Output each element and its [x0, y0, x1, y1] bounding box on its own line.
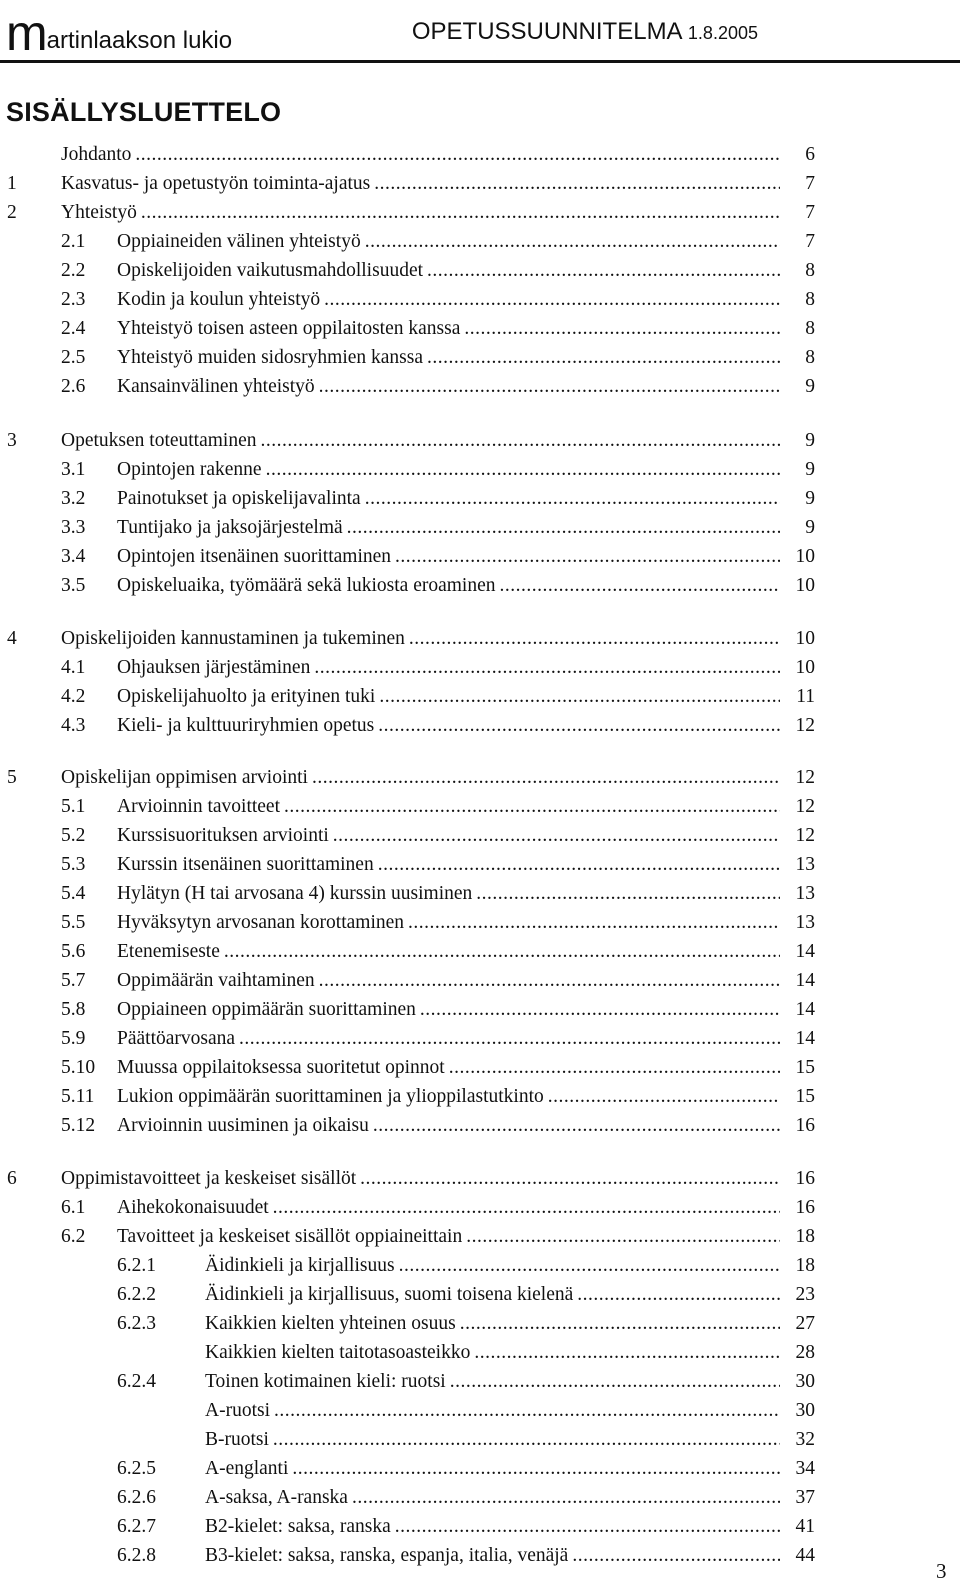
toc-entry-title: Kaikkien kielten taitotasoasteikko	[205, 1342, 471, 1363]
toc-entry	[0, 1055, 960, 1081]
toc-dot-leader	[572, 1543, 780, 1569]
toc-entry-leader	[205, 1456, 782, 1482]
toc-entry-number: 4.1	[61, 657, 86, 678]
toc-entry-number: 6.2.8	[117, 1545, 156, 1566]
toc-entry	[0, 1514, 960, 1540]
toc-dot-leader	[460, 1311, 780, 1337]
toc-entry-title: Oppimistavoitteet ja keskeiset sisällöt	[61, 1168, 357, 1189]
toc-entry	[0, 1485, 960, 1511]
toc-entry	[0, 544, 960, 570]
toc-entry-title: Kansainvälinen yhteistyö	[117, 376, 315, 397]
toc-entry-title: Kodin ja koulun yhteistyö	[117, 289, 321, 310]
toc-entry-leader	[61, 142, 782, 168]
toc-entry-title: B3-kielet: saksa, ranska, espanja, italia, venäjä	[205, 1545, 569, 1566]
toc-entry-title: Hyväksytyn arvosanan korottaminen	[117, 912, 405, 933]
toc-entry-leader	[205, 1427, 782, 1453]
toc-entry-leader	[61, 171, 782, 197]
toc-entry-leader	[61, 200, 782, 226]
toc-dot-leader	[360, 1166, 780, 1192]
toc-entry-page: 14	[795, 1028, 815, 1049]
toc-entry-leader	[205, 1369, 782, 1395]
toc-entry-leader	[205, 1398, 782, 1424]
toc-entry-page: 9	[805, 517, 815, 538]
toc-dot-leader	[347, 515, 780, 541]
toc-dot-leader	[378, 713, 780, 739]
toc-entry-page: 14	[795, 941, 815, 962]
toc-entry	[0, 852, 960, 878]
toc-entry-title: Kaikkien kielten yhteinen osuus	[205, 1313, 456, 1334]
toc-entry	[0, 287, 960, 313]
toc-dot-leader	[466, 1224, 780, 1250]
toc-entry-page: 6	[805, 144, 815, 165]
toc-entry	[0, 457, 960, 483]
toc-entry	[0, 794, 960, 820]
toc-entry-title: Opiskelijahuolto ja erityinen tuki	[117, 686, 376, 707]
toc-entry-leader	[117, 881, 782, 907]
toc-entry-leader	[61, 1166, 782, 1192]
toc-entry-title: Kieli- ja kulttuuriryhmien opetus	[117, 715, 375, 736]
toc-entry-leader	[117, 655, 782, 681]
toc-dot-leader	[378, 852, 780, 878]
toc-entry-page: 16	[795, 1197, 815, 1218]
toc-entry-number: 6.2.1	[117, 1255, 156, 1276]
toc-entry-title: Oppiaineiden välinen yhteistyö	[117, 231, 361, 252]
toc-entry	[0, 823, 960, 849]
toc-entry-leader	[117, 713, 782, 739]
toc-entry-title: Ohjauksen järjestäminen	[117, 657, 311, 678]
toc-entry-number: 6.2.4	[117, 1371, 156, 1392]
toc-entry-page: 41	[795, 1516, 815, 1537]
toc-entry-number: 2.4	[61, 318, 86, 339]
toc-entry-number: 2.2	[61, 260, 86, 281]
toc-entry-page: 32	[795, 1429, 815, 1450]
toc-entry-page: 28	[795, 1342, 815, 1363]
toc-entry-leader	[117, 852, 782, 878]
toc-entry-number: 6.2.3	[117, 1313, 156, 1334]
page-number: 3	[936, 1559, 947, 1583]
toc-entry-leader	[205, 1543, 782, 1569]
toc-dot-leader	[450, 1369, 780, 1395]
toc-entry-leader	[205, 1340, 782, 1366]
toc-dot-leader	[266, 457, 780, 483]
toc-dot-leader	[365, 486, 780, 512]
toc-entry-page: 16	[795, 1168, 815, 1189]
toc-entry-number: 2.6	[61, 376, 86, 397]
toc-entry-page: 13	[795, 883, 815, 904]
toc-dot-leader	[333, 823, 780, 849]
toc-entry-leader	[205, 1282, 782, 1308]
toc-entry-number: 3.2	[61, 488, 86, 509]
toc-entry-title: Kasvatus- ja opetustyön toiminta-ajatus	[61, 173, 371, 194]
toc-dot-leader	[135, 142, 780, 168]
toc-entry-title: Johdanto	[61, 144, 132, 165]
toc-entry	[0, 655, 960, 681]
toc-entry-page: 30	[795, 1400, 815, 1421]
toc-entry-leader	[205, 1485, 782, 1511]
toc-entry-page: 12	[795, 715, 815, 736]
toc-entry-number: 5.2	[61, 825, 86, 846]
school-name-initial: m	[6, 5, 47, 61]
toc-dot-leader	[395, 1514, 780, 1540]
toc-entry-title: A-saksa, A-ranska	[205, 1487, 348, 1508]
toc-entry	[0, 573, 960, 599]
toc-entry-page: 12	[795, 796, 815, 817]
toc-dot-leader	[314, 655, 780, 681]
toc-entry-page: 14	[795, 999, 815, 1020]
toc-entry-page: 9	[805, 430, 815, 451]
toc-entry-number: 5.4	[61, 883, 86, 904]
toc-entry-page: 27	[795, 1313, 815, 1334]
toc-title: SISÄLLYSLUETTELO	[6, 97, 282, 127]
toc-dot-leader	[261, 428, 781, 454]
toc-entry	[0, 486, 960, 512]
toc-entry	[0, 1166, 960, 1192]
toc-entry-title: Opintojen itsenäinen suorittaminen	[117, 546, 392, 567]
toc-entry	[0, 626, 960, 652]
toc-dot-leader	[399, 1253, 780, 1279]
toc-entry	[0, 1195, 960, 1221]
school-name-rest: artinlaakson lukio	[46, 27, 233, 54]
toc-entry-page: 12	[795, 767, 815, 788]
toc-entry-leader	[117, 374, 782, 400]
toc-entry-number: 5.8	[61, 999, 86, 1020]
toc-entry-leader	[117, 1113, 782, 1139]
toc-entry-page: 30	[795, 1371, 815, 1392]
toc-entry-title: Arvioinnin uusiminen ja oikaisu	[117, 1115, 369, 1136]
toc-entry-leader	[61, 428, 782, 454]
toc-entry-number: 3.1	[61, 459, 86, 480]
toc-entry-title: Etenemiseste	[117, 941, 220, 962]
toc-dot-leader	[273, 1195, 780, 1221]
toc-entry-leader	[117, 1195, 782, 1221]
toc-entry-number: 5.1	[61, 796, 86, 817]
toc-entry	[0, 1311, 960, 1337]
toc-entry-leader	[117, 457, 782, 483]
toc-entry-page: 8	[805, 318, 815, 339]
toc-entry	[0, 1543, 960, 1569]
toc-entry-leader	[117, 1084, 782, 1110]
toc-entry-number: 6.2.7	[117, 1516, 156, 1537]
toc-entry-number: 3.5	[61, 575, 86, 596]
toc-dot-leader	[427, 345, 780, 371]
toc-entry-page: 18	[795, 1255, 815, 1276]
toc-entry	[0, 1340, 960, 1366]
toc-entry-title: Painotukset ja opiskelijavalinta	[117, 488, 361, 509]
toc-entry-leader	[117, 1055, 782, 1081]
toc-entry	[0, 765, 960, 791]
toc-entry	[0, 684, 960, 710]
toc-entry	[0, 1456, 960, 1482]
toc-entry-leader	[205, 1253, 782, 1279]
toc-entry-page: 8	[805, 289, 815, 310]
toc-entry-page: 14	[795, 970, 815, 991]
toc-entry-title: Arvioinnin tavoitteet	[117, 796, 281, 817]
toc-entry-title: B2-kielet: saksa, ranska	[205, 1516, 391, 1537]
toc-entry-number: 5.10	[61, 1057, 96, 1078]
toc-entry-number: 6.2	[61, 1226, 86, 1247]
toc-entry-page: 15	[795, 1086, 815, 1107]
toc-entry-title: Toinen kotimainen kieli: ruotsi	[205, 1371, 446, 1392]
toc-dot-leader	[374, 171, 780, 197]
toc-entry-page: 10	[795, 575, 815, 596]
toc-dot-leader	[224, 939, 780, 965]
toc-entry	[0, 1369, 960, 1395]
toc-entry	[0, 713, 960, 739]
toc-entry-title: Muussa oppilaitoksessa suoritetut opinnot	[117, 1057, 445, 1078]
toc-entry-title: Tuntijako ja jaksojärjestelmä	[117, 517, 343, 538]
toc-entry-page: 10	[795, 628, 815, 649]
toc-dot-leader	[427, 258, 780, 284]
toc-dot-leader	[474, 1340, 780, 1366]
toc-entry	[0, 1026, 960, 1052]
toc-entry	[0, 1113, 960, 1139]
toc-entry-title: Päättöarvosana	[117, 1028, 236, 1049]
toc-entry-title: Opetuksen toteuttaminen	[61, 430, 257, 451]
toc-dot-leader	[373, 1113, 780, 1139]
toc-entry-number: 6	[7, 1168, 17, 1189]
toc-entry-number: 1	[7, 173, 17, 194]
toc-entry-page: 23	[795, 1284, 815, 1305]
toc-entry-leader	[117, 1224, 782, 1250]
toc-entry-leader	[117, 684, 782, 710]
toc-entry-leader	[117, 1026, 782, 1052]
toc-entry-page: 7	[805, 173, 815, 194]
toc-entry	[0, 881, 960, 907]
toc-entry-leader	[117, 258, 782, 284]
toc-entry-title: B-ruotsi	[205, 1429, 269, 1450]
toc-entry-title: Kurssisuorituksen arviointi	[117, 825, 329, 846]
toc-entry-page: 9	[805, 488, 815, 509]
toc-entry-number: 6.1	[61, 1197, 86, 1218]
toc-entry-page: 7	[805, 231, 815, 252]
toc-dot-leader	[408, 910, 780, 936]
toc-entry-title: Opiskeluaika, työmäärä sekä lukiosta eroaminen	[117, 575, 496, 596]
toc-entry-number: 6.2.6	[117, 1487, 156, 1508]
toc-entry-leader	[117, 997, 782, 1023]
toc-entry	[0, 374, 960, 400]
toc-entry-title: Yhteistyö	[61, 202, 137, 223]
toc-entry-number: 5.11	[61, 1086, 95, 1107]
toc-entry-page: 11	[796, 686, 815, 707]
toc-entry-title: Kurssin itsenäinen suorittaminen	[117, 854, 374, 875]
toc-entry-number: 5.3	[61, 854, 86, 875]
toc-entry-leader	[117, 544, 782, 570]
toc-entry-title: A-ruotsi	[205, 1400, 270, 1421]
toc-entry	[0, 997, 960, 1023]
toc-entry-title: Opintojen rakenne	[117, 459, 262, 480]
toc-entry-number: 4.3	[61, 715, 86, 736]
toc-entry	[0, 200, 960, 226]
toc-entry-number: 4.2	[61, 686, 86, 707]
toc-entry-leader	[117, 229, 782, 255]
toc-entry-page: 12	[795, 825, 815, 846]
toc-dot-leader	[395, 544, 780, 570]
toc-dot-leader	[365, 229, 780, 255]
toc-entry-leader	[61, 765, 782, 791]
toc-entry	[0, 428, 960, 454]
toc-dot-leader	[379, 684, 780, 710]
toc-entry-number: 6.2.2	[117, 1284, 156, 1305]
toc-entry-number: 3	[7, 430, 17, 451]
toc-entry	[0, 316, 960, 342]
toc-dot-leader	[577, 1282, 780, 1308]
toc-entry-leader	[117, 287, 782, 313]
toc-entry-page: 10	[795, 546, 815, 567]
toc-entry-leader	[117, 968, 782, 994]
toc-entry-number: 2.5	[61, 347, 86, 368]
toc-entry-title: A-englanti	[205, 1458, 289, 1479]
toc-entry-number: 5.6	[61, 941, 86, 962]
toc-entry-number: 2.3	[61, 289, 86, 310]
toc-entry-page: 7	[805, 202, 815, 223]
toc-entry-leader	[117, 345, 782, 371]
toc-entry	[0, 1224, 960, 1250]
toc-dot-leader	[239, 1026, 780, 1052]
toc-dot-leader	[352, 1485, 780, 1511]
toc-entry-page: 37	[795, 1487, 815, 1508]
toc-entry-leader	[117, 823, 782, 849]
toc-entry-leader	[117, 939, 782, 965]
toc-dot-leader	[548, 1084, 780, 1110]
toc-entry-page: 15	[795, 1057, 815, 1078]
toc-entry-title: Yhteistyö toisen asteen oppilaitosten kanssa	[117, 318, 461, 339]
toc-entry	[0, 1398, 960, 1424]
toc-entry-title: Opiskelijan oppimisen arviointi	[61, 767, 308, 788]
toc-entry-title: Hylätyn (H tai arvosana 4) kurssin uusiminen	[117, 883, 473, 904]
toc-entry	[0, 258, 960, 284]
toc-dot-leader	[141, 200, 780, 226]
toc-dot-leader	[319, 374, 780, 400]
toc-entry-leader	[205, 1311, 782, 1337]
toc-entry-number: 5	[7, 767, 17, 788]
toc-entry-title: Äidinkieli ja kirjallisuus	[205, 1255, 395, 1276]
toc-entry-page: 8	[805, 260, 815, 281]
toc-entry-title: Yhteistyö muiden sidosryhmien kanssa	[117, 347, 424, 368]
toc-entry-leader	[117, 910, 782, 936]
toc-entry-title: Tavoitteet ja keskeiset sisällöt oppiaineittain	[117, 1226, 463, 1247]
toc-entry-page: 13	[795, 912, 815, 933]
toc-entry	[0, 939, 960, 965]
toc-entry-leader	[205, 1514, 782, 1540]
toc-entry-number: 5.7	[61, 970, 86, 991]
toc-entry	[0, 968, 960, 994]
toc-entry-number: 4	[7, 628, 17, 649]
toc-entry-leader	[61, 626, 782, 652]
toc-entry-page: 10	[795, 657, 815, 678]
toc-entry-page: 13	[795, 854, 815, 875]
toc-dot-leader	[273, 1427, 780, 1453]
toc-entry	[0, 1084, 960, 1110]
toc-entry	[0, 515, 960, 541]
toc-entry-number: 2	[7, 202, 17, 223]
toc-entry-title: Äidinkieli ja kirjallisuus, suomi toisena kielenä	[205, 1284, 574, 1305]
toc-entry-page: 8	[805, 347, 815, 368]
toc-dot-leader	[420, 997, 780, 1023]
toc-entry-title: Opiskelijoiden vaikutusmahdollisuudet	[117, 260, 424, 281]
toc-entry	[0, 1427, 960, 1453]
toc-entry-title: Lukion oppimäärän suorittaminen ja ylioppilastutkinto	[117, 1086, 544, 1107]
toc-entry-leader	[117, 515, 782, 541]
toc-entry-number: 6.2.5	[117, 1458, 156, 1479]
toc-entry-leader	[117, 486, 782, 512]
toc-entry-title: Aihekokonaisuudet	[117, 1197, 269, 1218]
toc-entry-page: 34	[795, 1458, 815, 1479]
toc-entry-leader	[117, 573, 782, 599]
toc-dot-leader	[319, 968, 780, 994]
toc-entry	[0, 171, 960, 197]
toc-dot-leader	[500, 573, 781, 599]
toc-dot-leader	[284, 794, 780, 820]
toc-entry-page: 44	[795, 1545, 815, 1566]
toc-entry	[0, 1253, 960, 1279]
toc-entry-title: Oppiaineen oppimäärän suorittaminen	[117, 999, 416, 1020]
toc-entry-number: 3.4	[61, 546, 86, 567]
curriculum-label: OPETUSSUUNNITELMA	[411, 18, 682, 45]
toc-entry-number: 2.1	[61, 231, 86, 252]
toc-dot-leader	[449, 1055, 780, 1081]
toc-entry-number: 5.5	[61, 912, 86, 933]
toc-dot-leader	[476, 881, 780, 907]
toc-entry-page: 9	[805, 459, 815, 480]
toc-entry-number: 3.3	[61, 517, 86, 538]
toc-entry	[0, 142, 960, 168]
toc-dot-leader	[464, 316, 780, 342]
toc-entry	[0, 910, 960, 936]
toc-entry-page: 16	[795, 1115, 815, 1136]
toc-entry-number: 5.9	[61, 1028, 86, 1049]
toc-entry-title: Opiskelijoiden kannustaminen ja tukeminen	[61, 628, 405, 649]
toc-dot-leader	[274, 1398, 780, 1424]
curriculum-date: 1.8.2005	[687, 23, 758, 43]
toc-dot-leader	[292, 1456, 780, 1482]
toc-entry-leader	[117, 316, 782, 342]
toc-entry	[0, 345, 960, 371]
toc-entry-page: 9	[805, 376, 815, 397]
toc-dot-leader	[409, 626, 780, 652]
toc-entry-number: 5.12	[61, 1115, 96, 1136]
toc-entry	[0, 1282, 960, 1308]
toc-dot-leader	[312, 765, 780, 791]
toc-dot-leader	[324, 287, 780, 313]
toc-entry-title: Oppimäärän vaihtaminen	[117, 970, 315, 991]
toc-entry	[0, 229, 960, 255]
toc-entry-leader	[117, 794, 782, 820]
toc-entry-page: 18	[795, 1226, 815, 1247]
